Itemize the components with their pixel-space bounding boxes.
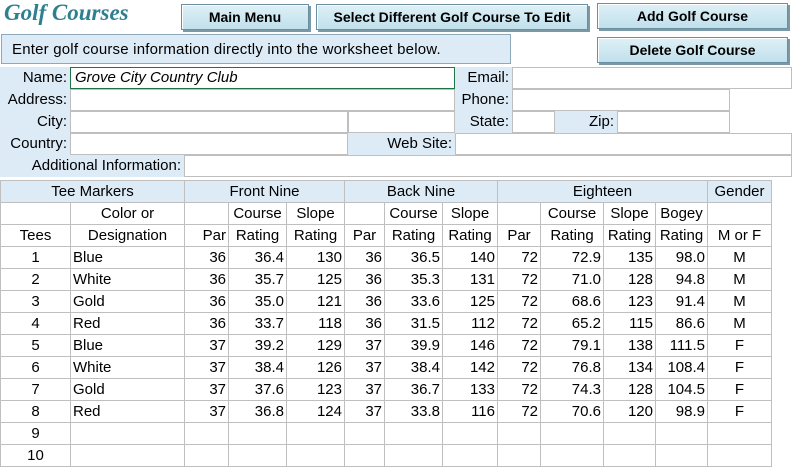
cell-back-course-rating[interactable]: 38.4 bbox=[385, 357, 443, 379]
cell-tees[interactable]: 3 bbox=[1, 291, 71, 313]
cell-gender[interactable]: F bbox=[708, 335, 772, 357]
cell-back-slope-rating[interactable]: 112 bbox=[443, 313, 498, 335]
header-eighteen-slope-rating: Rating bbox=[604, 225, 656, 247]
cell-gender[interactable] bbox=[708, 423, 772, 445]
cell-tees[interactable]: 4 bbox=[1, 313, 71, 335]
cell-front-slope-rating[interactable]: 118 bbox=[287, 313, 345, 335]
country-label: Country: bbox=[0, 133, 70, 155]
table-row bbox=[1, 269, 772, 291]
cell-front-course-rating[interactable]: 35.7 bbox=[229, 269, 287, 291]
header-front-course-rating: Rating bbox=[229, 225, 287, 247]
cell-eighteen-slope-rating[interactable]: 128 bbox=[604, 379, 656, 401]
cell-gender[interactable]: M bbox=[708, 269, 772, 291]
header-designation: Designation bbox=[71, 225, 185, 247]
cell-back-course-rating[interactable]: 31.5 bbox=[385, 313, 443, 335]
header-front-slope-rating: Slope bbox=[287, 203, 345, 225]
instructions-banner: Enter golf course information directly into the worksheet below. bbox=[1, 34, 511, 64]
header-tees: Tees bbox=[1, 225, 71, 247]
cell-eighteen-par[interactable]: 72 bbox=[498, 401, 541, 423]
cell-front-par[interactable]: 36 bbox=[185, 291, 229, 313]
cell-tees[interactable]: 8 bbox=[1, 401, 71, 423]
country-field[interactable] bbox=[70, 133, 348, 155]
cell-front-par[interactable]: 37 bbox=[185, 335, 229, 357]
cell-designation[interactable]: Red bbox=[71, 313, 185, 335]
cell-eighteen-slope-rating[interactable]: 123 bbox=[604, 291, 656, 313]
cell-eighteen-slope-rating[interactable]: 115 bbox=[604, 313, 656, 335]
header-back-course-rating: Rating bbox=[385, 225, 443, 247]
cell-back-par[interactable]: 37 bbox=[345, 379, 385, 401]
cell-eighteen-slope-rating[interactable]: 128 bbox=[604, 269, 656, 291]
header-tees bbox=[1, 203, 71, 225]
additional-info-field[interactable] bbox=[184, 155, 792, 177]
cell-designation[interactable]: Gold bbox=[71, 291, 185, 313]
table-subheader-1 bbox=[1, 203, 772, 225]
header-back-par: Par bbox=[345, 225, 385, 247]
cell-bogey-rating[interactable]: 91.4 bbox=[656, 291, 708, 313]
table-row bbox=[1, 291, 772, 313]
header-bogey-rating: Bogey bbox=[656, 203, 708, 225]
table-row bbox=[1, 401, 772, 423]
state-label: State: bbox=[455, 111, 512, 133]
cell-eighteen-slope-rating[interactable]: 138 bbox=[604, 335, 656, 357]
cell-gender[interactable]: F bbox=[708, 401, 772, 423]
cell-back-course-rating[interactable] bbox=[385, 423, 443, 445]
header-designation: Color or bbox=[71, 203, 185, 225]
cell-designation[interactable]: Red bbox=[71, 401, 185, 423]
cell-eighteen-par[interactable]: 72 bbox=[498, 313, 541, 335]
cell-front-slope-rating[interactable]: 123 bbox=[287, 379, 345, 401]
table-row bbox=[1, 357, 772, 379]
header-back-par bbox=[345, 203, 385, 225]
cell-tees[interactable]: 6 bbox=[1, 357, 71, 379]
cell-bogey-rating[interactable]: 86.6 bbox=[656, 313, 708, 335]
header-gender bbox=[708, 203, 772, 225]
cell-back-slope-rating[interactable] bbox=[443, 423, 498, 445]
cell-front-slope-rating[interactable] bbox=[287, 423, 345, 445]
cell-front-course-rating[interactable] bbox=[229, 423, 287, 445]
cell-eighteen-course-rating[interactable]: 74.3 bbox=[541, 379, 604, 401]
cell-eighteen-par[interactable]: 72 bbox=[498, 291, 541, 313]
delete-course-button[interactable]: Delete Golf Course bbox=[597, 37, 788, 63]
cell-back-slope-rating[interactable]: 133 bbox=[443, 379, 498, 401]
cell-tees[interactable]: 2 bbox=[1, 269, 71, 291]
cell-front-course-rating[interactable]: 38.4 bbox=[229, 357, 287, 379]
cell-eighteen-course-rating[interactable] bbox=[541, 423, 604, 445]
header-bogey-rating: Rating bbox=[656, 225, 708, 247]
website-label: Web Site: bbox=[348, 133, 455, 155]
cell-back-par[interactable]: 36 bbox=[345, 291, 385, 313]
group-front-nine: Front Nine bbox=[185, 181, 345, 203]
cell-back-par[interactable] bbox=[345, 445, 385, 467]
cell-eighteen-course-rating[interactable]: 79.1 bbox=[541, 335, 604, 357]
cell-back-par[interactable]: 37 bbox=[345, 335, 385, 357]
address-label: Address: bbox=[0, 89, 70, 111]
cell-designation[interactable]: White bbox=[71, 269, 185, 291]
cell-front-par[interactable] bbox=[185, 423, 229, 445]
cell-back-course-rating[interactable] bbox=[385, 445, 443, 467]
table-row bbox=[1, 313, 772, 335]
cell-tees[interactable]: 1 bbox=[1, 247, 71, 269]
header-back-course-rating: Course bbox=[385, 203, 443, 225]
cell-eighteen-slope-rating[interactable]: 135 bbox=[604, 247, 656, 269]
cell-back-par[interactable]: 37 bbox=[345, 357, 385, 379]
zip-field[interactable] bbox=[617, 111, 730, 133]
cell-eighteen-slope-rating[interactable]: 134 bbox=[604, 357, 656, 379]
cell-eighteen-par[interactable]: 72 bbox=[498, 335, 541, 357]
cell-back-slope-rating[interactable]: 131 bbox=[443, 269, 498, 291]
cell-gender[interactable] bbox=[708, 445, 772, 467]
cell-back-course-rating[interactable]: 36.7 bbox=[385, 379, 443, 401]
cell-front-par[interactable]: 37 bbox=[185, 379, 229, 401]
cell-tees[interactable]: 9 bbox=[1, 423, 71, 445]
header-front-par bbox=[185, 203, 229, 225]
zip-label: Zip: bbox=[555, 111, 617, 133]
table-row bbox=[1, 423, 772, 445]
cell-back-slope-rating[interactable] bbox=[443, 445, 498, 467]
cell-designation[interactable]: Blue bbox=[71, 247, 185, 269]
cell-front-par[interactable]: 37 bbox=[185, 401, 229, 423]
header-eighteen-par bbox=[498, 203, 541, 225]
cell-eighteen-par[interactable]: 72 bbox=[498, 269, 541, 291]
cell-back-course-rating[interactable]: 39.9 bbox=[385, 335, 443, 357]
header-eighteen-course-rating: Rating bbox=[541, 225, 604, 247]
cell-back-par[interactable]: 37 bbox=[345, 401, 385, 423]
cell-back-slope-rating[interactable]: 142 bbox=[443, 357, 498, 379]
cell-front-slope-rating[interactable]: 126 bbox=[287, 357, 345, 379]
cell-eighteen-course-rating[interactable] bbox=[541, 445, 604, 467]
cell-back-par[interactable] bbox=[345, 423, 385, 445]
cell-bogey-rating[interactable] bbox=[656, 423, 708, 445]
phone-field[interactable] bbox=[512, 89, 730, 111]
cell-eighteen-slope-rating[interactable] bbox=[604, 423, 656, 445]
header-front-par: Par bbox=[185, 225, 229, 247]
header-front-slope-rating: Rating bbox=[287, 225, 345, 247]
city-extra-cell[interactable] bbox=[348, 111, 455, 133]
cell-back-par[interactable]: 36 bbox=[345, 313, 385, 335]
cell-eighteen-course-rating[interactable]: 68.6 bbox=[541, 291, 604, 313]
name-label: Name: bbox=[0, 67, 70, 89]
cell-front-par[interactable]: 36 bbox=[185, 247, 229, 269]
cell-eighteen-par[interactable]: 72 bbox=[498, 379, 541, 401]
table-row bbox=[1, 379, 772, 401]
tee-table bbox=[0, 180, 772, 467]
header-gender: M or F bbox=[708, 225, 772, 247]
cell-front-par[interactable]: 36 bbox=[185, 313, 229, 335]
cell-bogey-rating[interactable]: 98.0 bbox=[656, 247, 708, 269]
cell-back-slope-rating[interactable]: 116 bbox=[443, 401, 498, 423]
cell-front-slope-rating[interactable] bbox=[287, 445, 345, 467]
cell-front-par[interactable] bbox=[185, 445, 229, 467]
cell-eighteen-slope-rating[interactable] bbox=[604, 445, 656, 467]
additional-info-label: Additional Information: bbox=[0, 155, 184, 177]
cell-bogey-rating[interactable]: 94.8 bbox=[656, 269, 708, 291]
cell-designation[interactable]: Blue bbox=[71, 335, 185, 357]
cell-bogey-rating[interactable]: 98.9 bbox=[656, 401, 708, 423]
cell-eighteen-course-rating[interactable]: 71.0 bbox=[541, 269, 604, 291]
cell-back-course-rating[interactable]: 33.6 bbox=[385, 291, 443, 313]
cell-back-course-rating[interactable]: 33.8 bbox=[385, 401, 443, 423]
cell-back-par[interactable]: 36 bbox=[345, 247, 385, 269]
state-field[interactable] bbox=[512, 111, 555, 133]
select-course-button[interactable]: Select Different Golf Course To Edit bbox=[316, 4, 588, 30]
cell-back-slope-rating[interactable]: 140 bbox=[443, 247, 498, 269]
cell-back-par[interactable]: 36 bbox=[345, 269, 385, 291]
cell-back-course-rating[interactable]: 36.5 bbox=[385, 247, 443, 269]
cell-front-course-rating[interactable]: 37.6 bbox=[229, 379, 287, 401]
cell-bogey-rating[interactable]: 108.4 bbox=[656, 357, 708, 379]
cell-bogey-rating[interactable]: 111.5 bbox=[656, 335, 708, 357]
cell-front-course-rating[interactable]: 36.4 bbox=[229, 247, 287, 269]
name-field[interactable]: Grove City Country Club bbox=[70, 67, 455, 89]
website-field[interactable] bbox=[455, 133, 792, 155]
header-back-slope-rating: Rating bbox=[443, 225, 498, 247]
cell-gender[interactable]: M bbox=[708, 313, 772, 335]
table-row bbox=[1, 335, 772, 357]
cell-eighteen-course-rating[interactable]: 72.9 bbox=[541, 247, 604, 269]
cell-front-slope-rating[interactable]: 124 bbox=[287, 401, 345, 423]
cell-bogey-rating[interactable]: 104.5 bbox=[656, 379, 708, 401]
cell-designation[interactable] bbox=[71, 423, 185, 445]
cell-gender[interactable]: M bbox=[708, 247, 772, 269]
email-label: Email: bbox=[455, 67, 512, 89]
cell-back-slope-rating[interactable]: 146 bbox=[443, 335, 498, 357]
cell-back-course-rating[interactable]: 35.3 bbox=[385, 269, 443, 291]
group-eighteen: Eighteen bbox=[498, 181, 708, 203]
group-back-nine: Back Nine bbox=[345, 181, 498, 203]
cell-tees[interactable]: 10 bbox=[1, 445, 71, 467]
address-field[interactable] bbox=[70, 89, 455, 111]
cell-front-par[interactable]: 37 bbox=[185, 357, 229, 379]
cell-front-slope-rating[interactable]: 125 bbox=[287, 269, 345, 291]
cell-front-slope-rating[interactable]: 121 bbox=[287, 291, 345, 313]
cell-eighteen-par[interactable]: 72 bbox=[498, 357, 541, 379]
group-gender: Gender bbox=[708, 181, 772, 203]
cell-eighteen-course-rating[interactable]: 65.2 bbox=[541, 313, 604, 335]
cell-eighteen-course-rating[interactable]: 76.8 bbox=[541, 357, 604, 379]
cell-tees[interactable]: 5 bbox=[1, 335, 71, 357]
cell-front-course-rating[interactable]: 39.2 bbox=[229, 335, 287, 357]
cell-gender[interactable]: F bbox=[708, 357, 772, 379]
header-eighteen-par: Par bbox=[498, 225, 541, 247]
table-group-header bbox=[1, 181, 772, 203]
page-title: Golf Courses bbox=[4, 0, 129, 25]
cell-eighteen-par[interactable] bbox=[498, 423, 541, 445]
city-label: City: bbox=[0, 111, 70, 133]
group-tee-markers: Tee Markers bbox=[1, 181, 185, 203]
email-field[interactable] bbox=[512, 67, 792, 89]
city-field[interactable] bbox=[70, 111, 348, 133]
cell-front-course-rating[interactable] bbox=[229, 445, 287, 467]
add-course-button[interactable]: Add Golf Course bbox=[597, 3, 788, 29]
cell-front-course-rating[interactable]: 36.8 bbox=[229, 401, 287, 423]
table-row bbox=[1, 247, 772, 269]
cell-front-par[interactable]: 36 bbox=[185, 269, 229, 291]
cell-gender[interactable]: M bbox=[708, 291, 772, 313]
cell-designation[interactable]: Gold bbox=[71, 379, 185, 401]
header-eighteen-course-rating: Course bbox=[541, 203, 604, 225]
cell-front-course-rating[interactable]: 33.7 bbox=[229, 313, 287, 335]
cell-bogey-rating[interactable] bbox=[656, 445, 708, 467]
cell-designation[interactable] bbox=[71, 445, 185, 467]
cell-front-slope-rating[interactable]: 129 bbox=[287, 335, 345, 357]
header-front-course-rating: Course bbox=[229, 203, 287, 225]
cell-tees[interactable]: 7 bbox=[1, 379, 71, 401]
cell-front-course-rating[interactable]: 35.0 bbox=[229, 291, 287, 313]
phone-label: Phone: bbox=[455, 89, 512, 111]
cell-gender[interactable]: F bbox=[708, 379, 772, 401]
cell-eighteen-par[interactable] bbox=[498, 445, 541, 467]
header-eighteen-slope-rating: Slope bbox=[604, 203, 656, 225]
cell-designation[interactable]: White bbox=[71, 357, 185, 379]
cell-front-slope-rating[interactable]: 130 bbox=[287, 247, 345, 269]
table-subheader-2 bbox=[1, 225, 772, 247]
cell-eighteen-par[interactable]: 72 bbox=[498, 247, 541, 269]
table-row bbox=[1, 445, 772, 467]
main-menu-button[interactable]: Main Menu bbox=[181, 4, 309, 30]
header-back-slope-rating: Slope bbox=[443, 203, 498, 225]
cell-eighteen-course-rating[interactable]: 70.6 bbox=[541, 401, 604, 423]
cell-back-slope-rating[interactable]: 125 bbox=[443, 291, 498, 313]
cell-eighteen-slope-rating[interactable]: 120 bbox=[604, 401, 656, 423]
